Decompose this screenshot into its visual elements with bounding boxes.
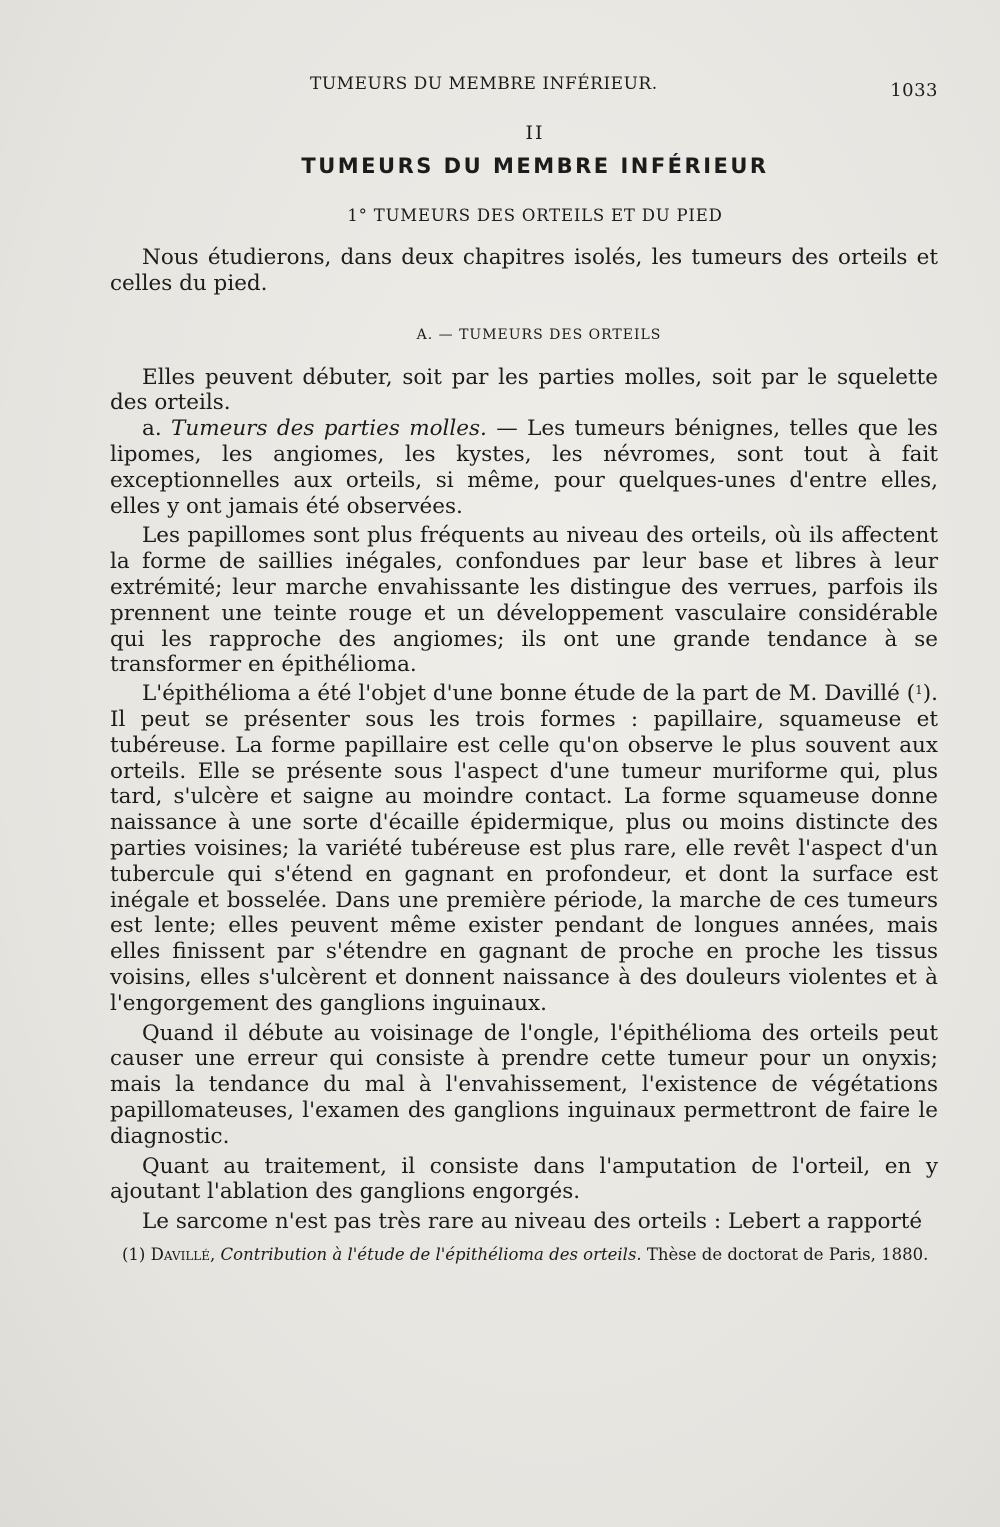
running-head-title: TUMEURS DU MEMBRE INFÉRIEUR. (310, 74, 658, 94)
page-number: 1033 (890, 80, 938, 101)
paragraph-4-text-a: L'épithélioma a été l'objet d'une bonne étude de la part de M. Davillé ( (142, 681, 916, 707)
paragraph-5: Quand il débute au voisinage de l'ongle, l'épithélioma des orteils peut causer une erreur qui consiste à prendre cette tumeur pour un onyxis; mais la tendance du mal à l'envahissement, l'existence de végétations papillomateuses, l'examen des ganglions inguinaux permettront de faire le diagnostic. (110, 1020, 938, 1149)
paragraph-2 (110, 416, 938, 519)
paragraph-2-text: — Les tumeurs bénignes, telles que les lipomes, les angiomes, les kystes, les névromes, sont tout à fait exceptionnelles aux orteils, si même, pour quelques-unes d'entre elles, elles y ont jamais été observées. (110, 416, 938, 519)
running-head (110, 66, 938, 102)
subsection-title: 1° TUMEURS DES ORTEILS ET DU PIED (347, 206, 723, 225)
footnote-title: Contribution à l'étude de l'épithélioma des orteils. (220, 1244, 642, 1264)
paragraph-2-heading: Tumeurs des parties molles. (171, 416, 487, 442)
paragraph-4 (110, 678, 938, 1016)
paragraph-7: Le sarcome n'est pas très rare au niveau des orteils : Lebert a rapporté (142, 1209, 923, 1235)
footnote-rest: Thèse de doctorat de Paris, 1880. (641, 1244, 929, 1264)
footnote (110, 1245, 938, 1265)
paragraph-3: Les papillomes sont plus fréquents au niveau des orteils, où ils affectent la forme de saillies inégales, confondues par leur base et libres à leur extrémité; leur marche envahissante les distingue des verrues, parfois ils prennent une teinte rouge et un développement vasculaire considérable qui les rapproche des angiomes; ils ont une grande tendance à se transformer en épithélioma. (110, 523, 938, 678)
paragraph-6: Quant au traitement, il consiste dans l'amputation de l'orteil, en y ajoutant l'ablation des ganglions engorgés. (110, 1153, 938, 1205)
intro-paragraph: Nous étudierons, dans deux chapitres isolés, les tumeurs des orteils et celles du pied. (110, 245, 938, 296)
footnote-author: Davillé, (150, 1244, 216, 1264)
footnote-reference: 1 (915, 683, 923, 698)
subsubsection-title: A. — TUMEURS DES ORTEILS (416, 326, 662, 343)
section-title: TUMEURS DU MEMBRE INFÉRIEUR (301, 154, 769, 178)
paragraph-2-label: a. (142, 416, 172, 442)
paragraph-4-text-b: ). Il peut se présenter sous les trois formes : papillaire, squameuse et tubéreuse. La forme papillaire est celle qu'on observe le plus souvent aux orteils. Elle se présente sous l'aspect d'une tumeur muriforme qui, plus tard, s'ulcère et saigne au moindre contact. La forme squameuse donne naissance à une sorte d'écaille épidermique, plus ou moins distincte des parties voisines; la variété tubéreuse est plus rare, elle revêt l'aspect d'un tubercule qui s'étend en gagnant en profondeur, et dont la surface est inégale et bosselée. Dans une première période, la marche de ces tumeurs est lente; elles peuvent même exister pendant de longues années, mais elles finissent par s'étendre en gagnant de proche en proche les tissus voisins, elles s'ulcèrent et donnent naissance à des douleurs violentes et à l'engorgement des ganglions inguinaux. (110, 681, 938, 1016)
chapter-numeral: II (525, 122, 545, 144)
footnote-marker: (1) (122, 1244, 146, 1264)
paragraph-1: Elles peuvent débuter, soit par les parties molles, soit par le squelette des orteils. (110, 364, 938, 416)
